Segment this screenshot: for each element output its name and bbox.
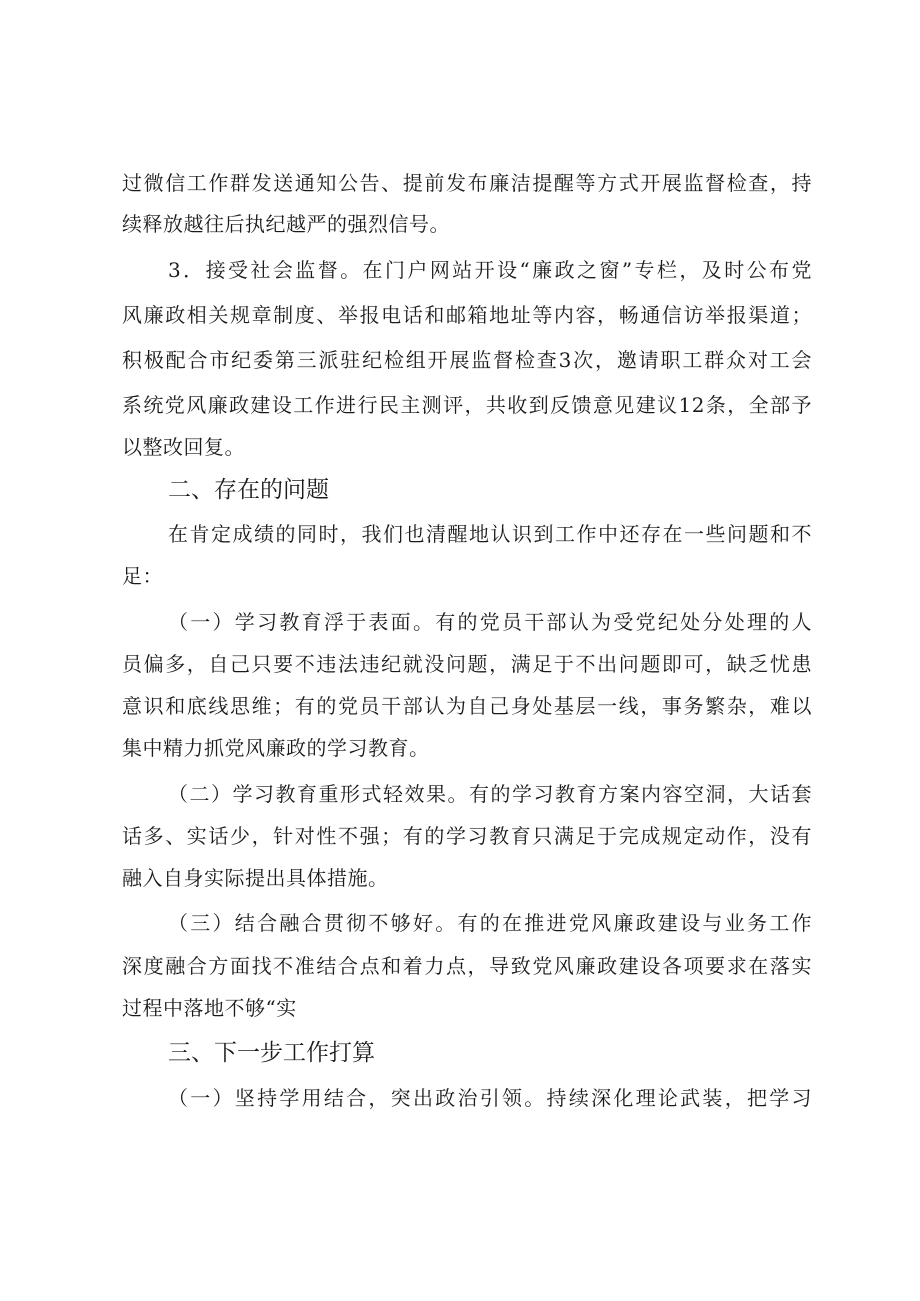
text-line: 以整改回复。 xyxy=(122,435,245,459)
text-line: 足： xyxy=(122,564,163,588)
text-line: 在肯定成绩的同时，我们也清醒地认识到工作中还存在一些问题和不 xyxy=(168,522,812,546)
text-line: 3．接受社会监督。在门户网站开设“廉政之窗”专栏，及时公布党 xyxy=(168,258,812,282)
text-line: （二）学习教育重形式轻效果。有的学习教育方案内容空洞，大话套 xyxy=(168,782,812,806)
section-heading: 三、下一步工作打算 xyxy=(168,1040,375,1066)
section-heading: 二、存在的问题 xyxy=(168,477,329,503)
text-line: 系统党风廉政建设工作进行民主测评，共收到反馈意见建议12条，全部予 xyxy=(122,393,812,417)
text-line: （三）结合融合贯彻不够好。有的在推进党风廉政建设与业务工作 xyxy=(168,911,812,935)
text-line: 续释放越往后执纪越严的强烈信号。 xyxy=(122,212,450,236)
text-line: 过程中落地不够“实 xyxy=(122,996,297,1020)
text-line: 过微信工作群发送通知公告、提前发布廉洁提醒等方式开展监督检查，持 xyxy=(122,171,812,195)
text-line: 话多、实话少，针对性不强；有的学习教育只满足于完成规定动作，没有 xyxy=(122,824,812,848)
text-line: 积极配合市纪委第三派驻纪检组开展监督检查3次，邀请职工群众对工会 xyxy=(122,348,812,372)
text-line: 员偏多，自己只要不违法违纪就没问题，满足于不出问题即可，缺乏忧患 xyxy=(122,652,812,676)
text-line: 融入自身实际提出具体措施。 xyxy=(122,866,389,890)
text-line: 深度融合方面找不准结合点和着力点，导致党风廉政建设各项要求在落实 xyxy=(122,954,812,978)
text-line: （一）学习教育浮于表面。有的党员干部认为受党纪处分处理的人 xyxy=(168,610,812,634)
text-line: 风廉政相关规章制度、举报电话和邮箱地址等内容，畅通信访举报渠道； xyxy=(122,303,812,327)
text-line: （一）坚持学用结合，突出政治引领。持续深化理论武装，把学习 xyxy=(168,1086,812,1110)
text-line: 意识和底线思维；有的党员干部认为自己身处基层一线，事务繁杂，难以 xyxy=(122,694,812,718)
text-line: 集中精力抓党风廉政的学习教育。 xyxy=(122,736,430,760)
